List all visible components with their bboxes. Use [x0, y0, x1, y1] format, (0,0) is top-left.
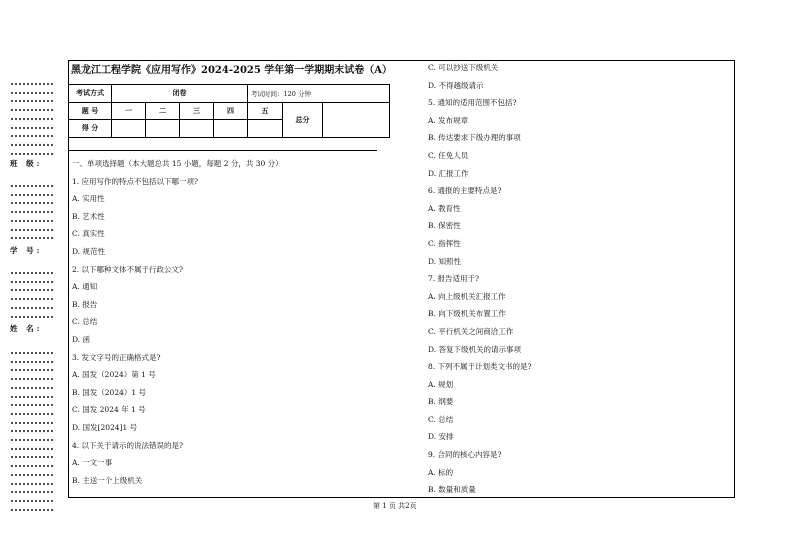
- divider: [68, 150, 377, 151]
- score-label: 得 分: [69, 120, 112, 138]
- answer-option: D. 函: [72, 334, 91, 344]
- answer-option: D. 国发[2024]1 号: [72, 422, 138, 432]
- exam-mode: 闭卷: [112, 85, 248, 103]
- question-col: 五: [248, 102, 283, 120]
- binding-dots: [10, 361, 54, 363]
- answer-option: C. 总结: [72, 317, 98, 327]
- answer-option: C. 指挥性: [428, 238, 461, 248]
- binding-dots: [10, 491, 54, 493]
- question-stem: 6. 通报的主要特点是?: [428, 186, 502, 196]
- right-column: [428, 59, 532, 499]
- binding-dots: [10, 352, 54, 354]
- binding-dots: [10, 413, 54, 415]
- binding-dots: [10, 202, 54, 204]
- answer-option: B. 主送一个上级机关: [72, 475, 143, 485]
- answer-option: D. 答复下级机关的请示事项: [428, 344, 522, 354]
- binding-dots: [10, 500, 54, 502]
- binding-dots: [10, 456, 54, 458]
- binding-dots: [10, 509, 54, 511]
- page-footer: 第 1 页 共2页: [373, 502, 417, 510]
- score-cell: [180, 120, 214, 138]
- question-stem: 5. 通知的适用范围不包括?: [428, 98, 517, 108]
- answer-option: A. 通知: [72, 282, 98, 292]
- answer-option: B. 向下级机关布置工作: [428, 309, 506, 319]
- question-stem: 2. 以下哪种文体不属于行政公文?: [72, 264, 184, 274]
- binding-dots: [10, 135, 54, 137]
- binding-dots: [10, 144, 54, 146]
- answer-option: D. 知照性: [428, 256, 462, 266]
- binding-dots: [10, 316, 54, 318]
- student-id-label: 学 号:: [10, 246, 43, 255]
- answer-option: C. 可以抄送下级机关: [428, 63, 499, 72]
- exam-mode-label: 考试方式: [69, 85, 112, 103]
- answer-option: A. 实用性: [72, 194, 105, 204]
- exam-title: 黑龙江工程学院《应用写作》2024-2025 学年第一学期期末试卷（A）: [71, 65, 393, 76]
- left-column: [72, 155, 283, 489]
- binding-dots: [10, 109, 54, 111]
- name-label: 姓 名:: [10, 324, 43, 333]
- score-cell: [112, 120, 146, 138]
- binding-dots: [10, 439, 54, 441]
- score-cell: [146, 120, 180, 138]
- question-stem: 8. 下列不属于计划类文书的是?: [428, 362, 532, 372]
- exam-time: 考试时间：120 分钟: [248, 85, 390, 103]
- binding-dots: [10, 396, 54, 398]
- binding-dots: [10, 289, 54, 291]
- question-stem: 9. 合同的核心内容是?: [428, 450, 502, 460]
- answer-option: C. 平行机关之间商洽工作: [428, 326, 514, 336]
- answer-option: B. 纲要: [428, 397, 454, 407]
- total-score-cell: [323, 102, 390, 137]
- binding-dots: [10, 422, 54, 424]
- question-stem: 3. 发文字号的正确格式是?: [72, 352, 161, 362]
- binding-dots: [10, 474, 54, 476]
- question-col: 二: [146, 102, 180, 120]
- binding-dots: [10, 185, 54, 187]
- question-col: 四: [214, 102, 248, 120]
- answer-option: A. 教育性: [428, 203, 461, 213]
- section-heading: 一、单项选择题（本大题总共 15 小题，每题 2 分，共 30 分）: [72, 159, 283, 168]
- binding-dots: [10, 153, 54, 155]
- class-label: 班 级:: [10, 159, 43, 168]
- answer-option: A. 向上级机关汇报工作: [428, 291, 506, 301]
- score-cell: [248, 120, 283, 138]
- question-stem: 7. 报告适用于?: [428, 274, 480, 284]
- binding-dots: [10, 404, 54, 406]
- question-col: 一: [112, 102, 146, 120]
- answer-option: A. 发布规章: [428, 115, 469, 125]
- binding-dots: [10, 194, 54, 196]
- binding-dots: [10, 298, 54, 300]
- answer-option: B. 艺术性: [72, 211, 105, 221]
- binding-dots: [10, 430, 54, 432]
- binding-dots: [10, 272, 54, 274]
- answer-option: D. 规范性: [72, 246, 106, 256]
- binding-dots: [10, 369, 54, 371]
- question-no-label: 题 号: [69, 102, 112, 120]
- binding-dots: [10, 211, 54, 213]
- answer-option: A. 规划: [428, 379, 454, 389]
- answer-option: C. 国发 2024 年 1 号: [72, 405, 146, 415]
- binding-dots: [10, 307, 54, 309]
- binding-dots: [10, 220, 54, 222]
- answer-option: C. 任免人员: [428, 150, 469, 160]
- question-stem: 4. 以下关于请示的说法错误的是?: [72, 440, 184, 450]
- binding-dots: [10, 83, 54, 85]
- answer-option: A. 标的: [428, 467, 454, 477]
- binding-dots: [10, 127, 54, 129]
- binding-dots: [10, 118, 54, 120]
- answer-option: C. 总结: [428, 414, 454, 424]
- binding-dots: [10, 483, 54, 485]
- binding-dots: [10, 281, 54, 283]
- binding-dots: [10, 465, 54, 467]
- binding-dots: [10, 100, 54, 102]
- answer-option: A. 一文一事: [72, 458, 113, 468]
- answer-option: D. 汇报工作: [428, 168, 469, 178]
- binding-dots: [10, 92, 54, 94]
- answer-option: B. 国发（2024）1 号: [72, 387, 147, 397]
- score-cell: [214, 120, 248, 138]
- answer-option: C. 真实性: [72, 229, 105, 239]
- question-col: 三: [180, 102, 214, 120]
- score-table: [68, 84, 390, 138]
- binding-dots: [10, 229, 54, 231]
- answer-option: D. 不得越级请示: [428, 80, 484, 90]
- binding-dots: [10, 237, 54, 239]
- answer-option: B. 传达要求下级办理的事项: [428, 133, 521, 143]
- binding-dots: [10, 378, 54, 380]
- question-stem: 1. 应用写作的特点不包括以下哪一项?: [72, 176, 199, 186]
- answer-option: B. 保密性: [428, 221, 461, 231]
- binding-dots: [10, 448, 54, 450]
- answer-option: B. 数量和质量: [428, 485, 476, 495]
- answer-option: B. 报告: [72, 299, 98, 309]
- binding-dots: [10, 387, 54, 389]
- answer-option: D. 安排: [428, 432, 454, 442]
- total-label: 总分: [283, 102, 323, 137]
- answer-option: A. 国发（2024）第 1 号: [72, 370, 156, 380]
